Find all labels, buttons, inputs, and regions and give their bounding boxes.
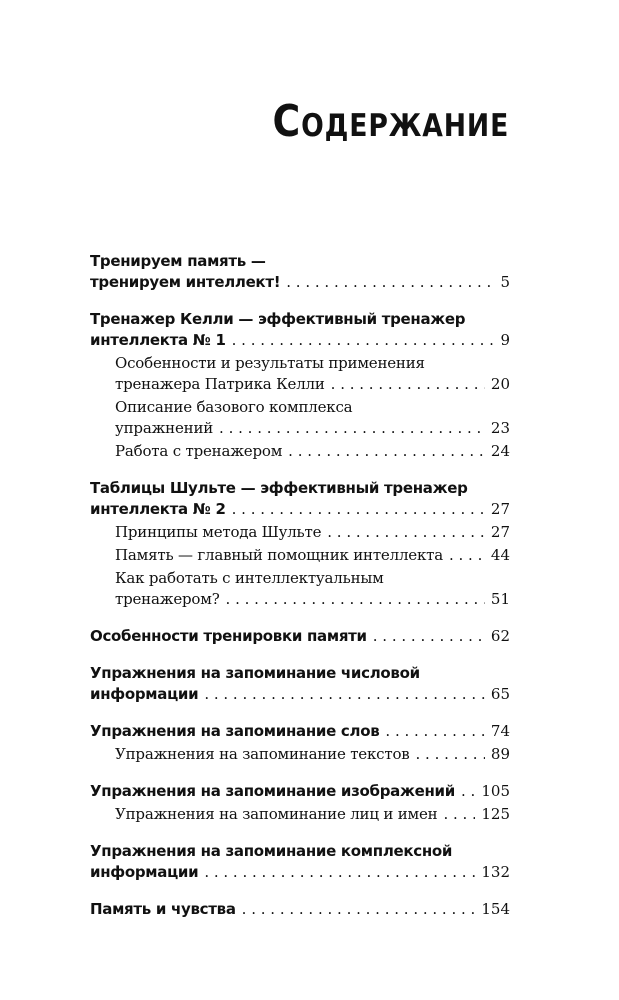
toc-chapter[interactable] [90,841,510,883]
dot-leader [286,272,494,293]
page-number: 105 [481,782,510,800]
toc-line [115,397,510,418]
toc-chapter-group [90,309,510,462]
toc-line [90,721,510,742]
page-number: 27 [490,523,510,541]
toc-line [90,663,510,684]
toc-line-text: тренажером? [115,590,220,608]
toc-section[interactable] [90,353,510,395]
toc-chapter[interactable] [90,478,510,520]
page-number: 27 [490,500,510,518]
toc-chapter[interactable] [90,663,510,705]
toc-line-text: тренируем интеллект! [90,273,281,291]
toc-line [90,841,510,862]
page-number: 23 [490,419,510,437]
toc-line [115,804,510,825]
toc-line-text: Память и чувства [90,900,236,918]
toc-chapter-group [90,841,510,883]
toc-section[interactable] [90,804,510,825]
dot-leader [204,862,475,883]
toc-line [90,684,510,705]
toc-chapter-group [90,899,510,920]
toc-line-text: интеллекта № 2 [90,500,226,518]
toc-line-text: тренажера Патрика Келли [115,375,325,393]
toc-line-text: Упражнения на запоминание изображений [90,782,455,800]
page-number: 44 [490,546,510,564]
page-number: 125 [481,805,510,823]
toc-line [90,251,510,272]
toc-line [90,499,510,520]
toc-chapter[interactable] [90,251,510,293]
toc-line [115,374,510,395]
dot-leader [449,545,485,566]
dot-leader [204,684,485,705]
toc-line-text: Особенности тренировки памяти [90,627,367,645]
toc-line-text: Упражнения на запоминание комплексной [90,842,453,860]
page-number: 154 [481,900,510,918]
toc-sections [90,522,510,610]
toc-line [90,272,510,293]
page-number: 5 [500,273,510,291]
toc-chapter[interactable] [90,899,510,920]
toc-line-text: интеллекта № 1 [90,331,226,349]
toc-chapter[interactable] [90,781,510,802]
toc-section[interactable] [90,744,510,765]
page-title: Содержание [272,96,509,147]
table-of-contents [90,251,510,936]
toc-chapter[interactable] [90,309,510,351]
page-number: 89 [490,745,510,763]
toc-line-text: Тренируем память — [90,252,266,270]
toc-sections [90,744,510,765]
toc-line-text: Упражнения на запоминание слов [90,722,380,740]
toc-chapter-group [90,251,510,293]
toc-chapter-group [90,721,510,765]
toc-line [90,478,510,499]
toc-section[interactable] [90,441,510,462]
toc-line [115,441,510,462]
dot-leader [373,626,485,647]
toc-chapter[interactable] [90,626,510,647]
toc-section[interactable] [90,522,510,543]
toc-line-text: Принципы метода Шульте [115,523,322,541]
dot-leader [226,589,485,610]
toc-chapter-group [90,478,510,610]
toc-line [115,744,510,765]
toc-line-text: Особенности и результаты применения [115,354,425,372]
toc-line-text: информации [90,685,199,703]
toc-line-text: Упражнения на запоминание лиц и имен [115,805,438,823]
page-number: 51 [490,590,510,608]
toc-line [115,353,510,374]
toc-line-text: упражнений [115,419,214,437]
toc-line [90,862,510,883]
page-number: 65 [490,685,510,703]
toc-line-text: Описание базового комплекса [115,398,353,416]
toc-line-text: Память — главный помощник интеллекта [115,546,443,564]
toc-line [90,309,510,330]
toc-line [90,899,510,920]
toc-line [115,418,510,439]
dot-leader [288,441,485,462]
toc-line [90,626,510,647]
toc-section[interactable] [90,397,510,439]
dot-leader [443,804,475,825]
page-number: 132 [481,863,510,881]
toc-sections [90,804,510,825]
dot-leader [327,522,485,543]
toc-line-text: Упражнения на запоминание числовой [90,664,420,682]
toc-line [115,545,510,566]
page-number: 9 [500,331,510,349]
toc-line [90,330,510,351]
toc-line [115,522,510,543]
toc-section[interactable] [90,568,510,610]
toc-line-text: информации [90,863,199,881]
toc-line [115,589,510,610]
dot-leader [385,721,485,742]
toc-line-text: Тренажер Келли — эффективный тренажер [90,310,466,328]
toc-chapter-group [90,781,510,825]
toc-chapter-group [90,626,510,647]
dot-leader [232,499,485,520]
page-number: 74 [490,722,510,740]
toc-line-text: Работа с тренажером [115,442,283,460]
toc-sections [90,353,510,462]
dot-leader [242,899,476,920]
dot-leader [461,781,475,802]
toc-section[interactable] [90,545,510,566]
toc-line [90,781,510,802]
toc-line-text: Таблицы Шульте — эффективный тренажер [90,479,468,497]
page-number: 24 [490,442,510,460]
dot-leader [416,744,485,765]
page-number: 62 [490,627,510,645]
toc-chapter-group [90,663,510,705]
dot-leader [331,374,485,395]
page-number: 20 [490,375,510,393]
toc-line [115,568,510,589]
toc-chapter[interactable] [90,721,510,742]
dot-leader [232,330,495,351]
toc-line-text: Упражнения на запоминание текстов [115,745,410,763]
dot-leader [219,418,485,439]
toc-line-text: Как работать с интеллектуальным [115,569,384,587]
